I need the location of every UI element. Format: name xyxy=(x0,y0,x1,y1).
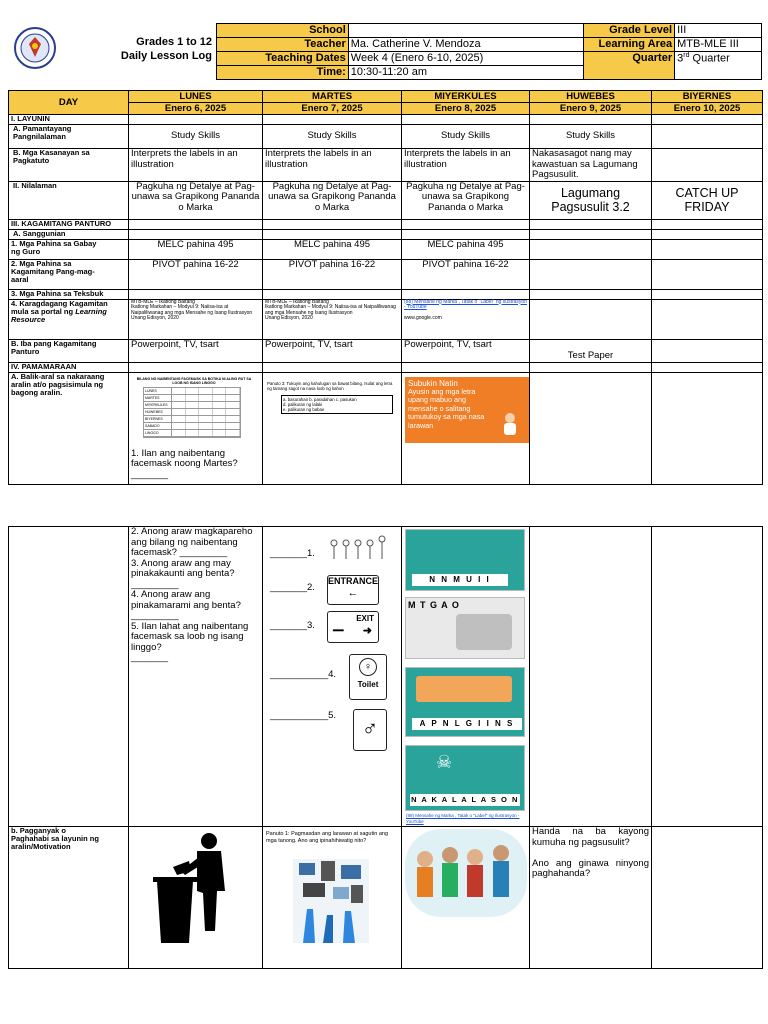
day-huwebes: HUWEBES xyxy=(530,91,652,103)
pamantayan-huwebes: Study Skills xyxy=(530,125,652,149)
crowd-picture xyxy=(405,829,527,917)
sales-chart-cell xyxy=(213,430,227,436)
sign-blank-1: _______1. xyxy=(270,548,315,559)
kp-biyernes xyxy=(652,259,763,289)
balik-lunes xyxy=(129,372,263,484)
sales-chart-cell xyxy=(172,402,186,408)
sales-chart-cell xyxy=(213,395,227,401)
arrow-left-icon: ← xyxy=(347,587,359,599)
quarter-value: 3rd Quarter xyxy=(675,52,762,80)
sales-chart-cell xyxy=(172,430,186,436)
karagdagan-lunes: MTB-MLE – Ikatlong Baitang Ikatlong Markahan – Modyul 9: Naiisa-isa at Naipaliliwanag ang mga Mensahe ng Isang Ilustrasyon Unang Edisyon, 2020 xyxy=(129,299,263,339)
area-label: Learning Area xyxy=(584,38,675,52)
sales-chart-title: BILANG NG NAIBENTANG FACEMASK SA BOTIKA NI ALING RUT SA LOOB NG ISANG LINGGO xyxy=(136,376,252,385)
sales-chart-cell xyxy=(213,416,227,422)
sales-chart-cell xyxy=(199,423,213,429)
gadgets-picture xyxy=(293,859,369,943)
kp-huwebes xyxy=(530,259,652,289)
scrambled-word-2: M T G A O xyxy=(408,600,460,610)
row-kagamitan-pahina-label: 2. Mga Pahina sa Kagamitang Pang-mag- aaral xyxy=(9,259,129,289)
sales-chart-row xyxy=(144,416,240,423)
sales-chart-row xyxy=(144,409,240,416)
sales-chart-cell xyxy=(172,388,186,394)
exit-sign-icon xyxy=(327,611,379,643)
row-kasanayan-label: B. Mga Kasanayan sa Pagkatuto xyxy=(9,149,129,182)
sales-chart-cell xyxy=(213,409,227,415)
pamantayan-martes: Study Skills xyxy=(263,125,402,149)
gabay-miyerkules: MELC pahina 495 xyxy=(402,239,530,259)
pagganyak-panuto: Panuto 1: Pagmasdan ang larawan at sagutin ang mga tanong. Ano ang ipinahihiwatig nito? xyxy=(266,831,389,844)
entrance-sign-label: ENTRANCE xyxy=(328,576,379,586)
teacher-label: Teacher xyxy=(217,38,349,52)
balik-questions-continued: 2. Anong araw magkapareho ang bilang ng naibentang facemask? _________ 3. Anong araw ang may pinakakaunti ang benta? _________ 4. Anong araw ang pinakamarami ang benta? _________ 5. Ilan lahat ang naibentang facemask sa loob ng isang linggo? _______ xyxy=(129,527,263,827)
pamantayan-miyerkules: Study Skills xyxy=(402,125,530,149)
gabay-biyernes xyxy=(652,239,763,259)
balik-miyerkules xyxy=(402,372,530,484)
sales-chart-day-label: LUNES xyxy=(144,388,172,394)
balik-martes xyxy=(263,372,402,484)
karagdagan-martes: MTB-MLE – Ikatlong Baitang Ikatlong Markahan – Modyul 9: Naiisa-isa at Naipaliliwanag ang mga Mensahe ng Isang Ilustrasyon Unang Edisyon, 2020 xyxy=(263,299,402,339)
time-value: 10:30-11:20 am xyxy=(348,66,583,80)
row-karagdagan-label: 4. Karagdagang Kagamitan mula sa portal ng Learning Resource xyxy=(9,299,129,339)
row-layunin-label: I. LAYUNIN xyxy=(9,115,129,125)
sales-chart-cell xyxy=(172,423,186,429)
sales-chart-row xyxy=(144,395,240,402)
sales-chart-day-label: SABADO xyxy=(144,423,172,429)
entrance-sign-icon xyxy=(327,575,379,605)
kasanayan-miyerkules: Interprets the labels in an illustration xyxy=(402,149,530,182)
medicines-picture xyxy=(405,529,525,591)
date-biyernes: Enero 10, 2025 xyxy=(652,103,763,115)
sales-chart-cell xyxy=(199,402,213,408)
sales-chart-row xyxy=(144,423,240,430)
exit-sign-label: EXIT xyxy=(356,614,374,623)
sales-chart-cell xyxy=(213,402,227,408)
female-toilet-sign-icon: ♀ Toilet xyxy=(349,654,387,700)
scrambled-word-4: N A K A L A L A S O N xyxy=(411,795,519,804)
sales-chart-cell xyxy=(199,409,213,415)
trash-picture xyxy=(405,597,525,659)
sales-chart-cell xyxy=(186,430,200,436)
sign-blank-2: _______2. xyxy=(270,582,315,593)
male-toilet-sign-icon: ♂ xyxy=(353,709,387,751)
scrambled-word-1: N N M U I I xyxy=(412,574,508,586)
scramble-pictures xyxy=(402,527,530,827)
gabay-lunes: MELC pahina 495 xyxy=(129,239,263,259)
sales-chart-cell xyxy=(186,409,200,415)
sales-chart-row xyxy=(144,430,240,437)
sign-blank-5: ___________5. xyxy=(270,710,337,721)
sales-chart-cell xyxy=(172,416,186,422)
sales-chart-day-label: HUWEBES xyxy=(144,409,172,415)
kp-miyerkules: PIVOT pahina 16-22 xyxy=(402,259,530,289)
karagdagan-miyerkules xyxy=(402,299,530,339)
pagganyak-huwebes: Handa na ba kayong kumuha ng pagsusulit? Ano ang ginawa ninyong paghahanda? xyxy=(530,827,652,969)
sign-blank-4: ___________4. xyxy=(270,669,337,680)
sign-blank-3: _______3. xyxy=(270,620,315,631)
sales-chart-row xyxy=(144,388,240,395)
sales-chart-cell xyxy=(226,416,240,422)
sales-chart-cell xyxy=(226,388,240,394)
kp-martes: PIVOT pahina 16-22 xyxy=(263,259,402,289)
subukin-card xyxy=(405,377,529,443)
google-link[interactable]: www.google.com xyxy=(404,314,442,321)
row-pagganyak-label: b. Pagganyak o Paghahabi sa layunin ng aralin/Motivation xyxy=(9,827,129,969)
row-kagamitan-label: III. KAGAMITANG PANTURO xyxy=(9,219,129,229)
area-value: MTB-MLE III xyxy=(675,38,762,52)
sales-chart-cell xyxy=(186,388,200,394)
kasanayan-martes: Interprets the labels in an illustration xyxy=(263,149,402,182)
lesson-log-table xyxy=(8,90,763,485)
header-table xyxy=(216,23,762,80)
sales-chart-cell xyxy=(199,430,213,436)
quarter-label: Quarter xyxy=(584,52,675,80)
pagganyak-miyerkules xyxy=(402,827,530,969)
school-value xyxy=(348,24,583,38)
row-nilalaman-label: II. Nilalaman xyxy=(9,181,129,219)
iba-biyernes xyxy=(652,339,763,362)
sales-chart-day-label: MIYERKULES xyxy=(144,402,172,408)
row-teksbuk-label: 3. Mga Pahina sa Teksbuk xyxy=(9,289,129,299)
sales-chart-cell xyxy=(226,430,240,436)
people-icon xyxy=(326,533,388,569)
sales-chart-cell xyxy=(186,416,200,422)
sales-chart-row xyxy=(144,402,240,409)
iba-lunes: Powerpoint, TV, tsart xyxy=(129,339,263,362)
row-gabay-label: 1. Mga Pahina sa Gabay ng Guro xyxy=(9,239,129,259)
sales-chart-cell xyxy=(199,388,213,394)
dates-label: Teaching Dates xyxy=(217,52,349,66)
gawain-panuto: Panuto 3: Tukuyin ang kahulugan sa bawat bilang. Isulat ang letra ng tamang sagot na nasa loob ng kahon xyxy=(267,380,393,391)
subukin-title: Subukin Natin xyxy=(408,378,458,388)
school-label: School xyxy=(217,24,349,38)
sales-chart-cell xyxy=(199,395,213,401)
pagganyak-lunes xyxy=(129,827,263,969)
dates-value: Week 4 (Enero 6-10, 2025) xyxy=(348,52,583,66)
row-iba-label: B. Iba pang Kagamitang Panturo xyxy=(9,339,129,362)
pamantayan-lunes: Study Skills xyxy=(129,125,263,149)
sales-chart-cell xyxy=(199,416,213,422)
date-miyerkules: Enero 8, 2025 xyxy=(402,103,530,115)
pamantayan-biyernes xyxy=(652,125,763,149)
day-martes: MARTES xyxy=(263,91,402,103)
day-miyerkules: MIYERKULES xyxy=(402,91,530,103)
scrambled-word-3: A P N L G I I N S xyxy=(412,718,522,730)
day-label: DAY xyxy=(9,91,129,115)
poison-picture xyxy=(405,745,525,811)
grade-value: III xyxy=(675,24,762,38)
lesson-log-table-continued xyxy=(8,526,763,969)
arrow-right-icon: ➜ xyxy=(362,625,372,637)
groceries-picture xyxy=(405,667,525,737)
sales-chart-cell xyxy=(186,423,200,429)
kasanayan-huwebes: Nakasasagot nang may kawastuan sa Lagumang Pagsusulit. xyxy=(530,149,652,182)
sales-chart-cell xyxy=(226,423,240,429)
date-martes: Enero 7, 2025 xyxy=(263,103,402,115)
sales-chart-thumbnail xyxy=(133,377,255,439)
sales-chart-cell xyxy=(186,402,200,408)
row-balik-label: A. Balik-aral sa nakaraang aralin at/o pagsisimula ng bagong aralin. xyxy=(9,372,129,484)
signs-activity xyxy=(263,527,402,827)
gabay-martes: MELC pahina 495 xyxy=(263,239,402,259)
iba-martes: Powerpoint, TV, tsart xyxy=(263,339,402,362)
title-dll: Daily Lesson Log xyxy=(120,50,212,62)
youtube-link[interactable]: (88) Mensahe ng Marka , Tatak o "Label" ng Ilustrasyon - YouTube xyxy=(404,298,527,311)
title-grades: Grades 1 to 12 xyxy=(136,36,212,48)
nilalaman-martes: Pagkuha ng Detalye at Pag-unawa sa Grapikong Pananda o Marka xyxy=(263,181,402,219)
day-lunes: LUNES xyxy=(129,91,263,103)
nilalaman-miyerkules: Pagkuha ng Detalye at Pag-unawa sa Grapikong Pananda o Marka xyxy=(402,181,530,219)
subukin-text: Ayusin ang mga letra upang mabuo ang mensahe o salitang tumutukoy sa mga nasa larawan xyxy=(408,386,485,430)
row-sanggunian-label: A. Sanggunian xyxy=(9,229,129,239)
nilalaman-lunes: Pagkuha ng Detalye at Pag-unawa sa Grapikong Pananda o Marka xyxy=(129,181,263,219)
time-label: Time: xyxy=(217,66,349,80)
sales-chart-day-label: MARTES xyxy=(144,395,172,401)
sales-chart-cell xyxy=(226,409,240,415)
gabay-huwebes xyxy=(530,239,652,259)
kp-lunes: PIVOT pahina 16-22 xyxy=(129,259,263,289)
kasanayan-lunes: Interprets the labels in an illustration xyxy=(129,149,263,182)
pagganyak-martes xyxy=(263,827,402,969)
deped-seal-logo xyxy=(14,27,56,69)
toilet-sign-label: Toilet xyxy=(357,680,379,689)
date-lunes: Enero 6, 2025 xyxy=(129,103,263,115)
sales-chart-cell xyxy=(226,402,240,408)
iba-miyerkules: Powerpoint, TV, tsart xyxy=(402,339,530,362)
sales-chart-cell xyxy=(226,395,240,401)
grade-label: Grade Level xyxy=(584,24,675,38)
running-man-icon: ⚊ xyxy=(332,618,345,634)
teacher-value: Ma. Catherine V. Mendoza xyxy=(348,38,583,52)
trash-disposal-icon xyxy=(147,831,247,947)
sales-chart-cell xyxy=(213,388,227,394)
child-illustration-icon xyxy=(497,411,523,437)
skull-icon: ☠ xyxy=(436,752,453,772)
row-pamamaraan-label: IV. PAMAMARAAN xyxy=(9,362,129,372)
sales-chart-cell xyxy=(186,395,200,401)
kasanayan-biyernes xyxy=(652,149,763,182)
sales-chart-cell xyxy=(213,423,227,429)
sales-chart-cell xyxy=(172,409,186,415)
date-huwebes: Enero 9, 2025 xyxy=(530,103,652,115)
sales-chart-day-label: LINGGO xyxy=(144,430,172,436)
row-pamantayan-label: A. Pamantayang Pangnilalaman xyxy=(9,125,129,149)
yt-link-bottom[interactable]: (88) Mensahe ng Marka , Tatak o "Label" ng Ilustrasyon - YouTube xyxy=(406,813,520,824)
nilalaman-huwebes: Lagumang Pagsusulit 3.2 xyxy=(530,181,652,219)
sales-chart-cell xyxy=(172,395,186,401)
gawain-choices-box: a. basurahan b. paradahan c. pasukan d. palikuran ng lalaki e. palikuran ng babae xyxy=(281,395,393,414)
iba-huwebes: Test Paper xyxy=(530,339,652,362)
balik-question-1: 1. Ilan ang naibentang facemask noong Martes? _______ xyxy=(131,447,238,480)
sales-chart-day-label: BIYERNES xyxy=(144,416,172,422)
day-biyernes: BIYERNES xyxy=(652,91,763,103)
nilalaman-biyernes: CATCH UP FRIDAY xyxy=(652,181,763,219)
